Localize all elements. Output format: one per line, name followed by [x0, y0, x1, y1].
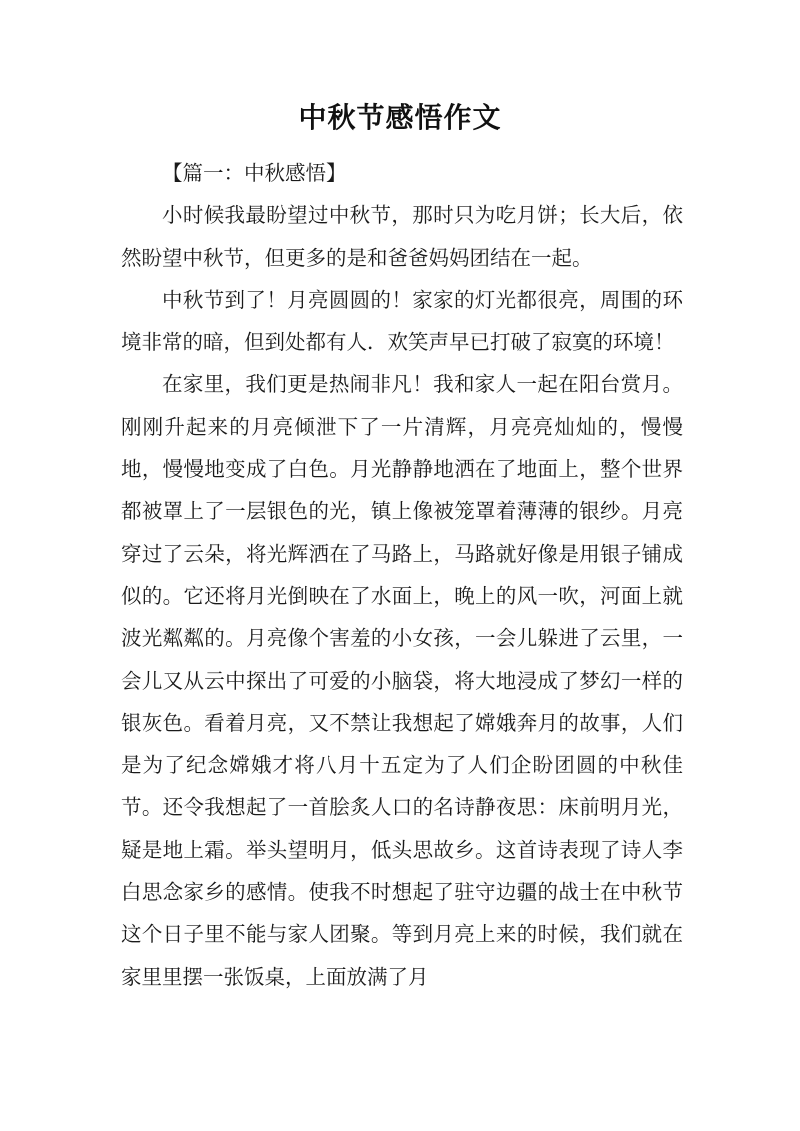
paragraph: 小时候我最盼望过中秋节，那时只为吃月饼；长大后，依然盼望中秋节，但更多的是和爸爸妈妈团结在一起。 [121, 203, 683, 270]
paragraph: 中秋节到了！月亮圆圆的！家家的灯光都很亮，周围的环境非常的暗，但到处都有人．欢笑声早已打破了寂寞的环境！ [121, 287, 683, 355]
document-title: 中秋节感悟作文 [298, 101, 502, 134]
paragraph: 在家里，我们更是热闹非凡！我和家人一起在阳台赏月。刚刚升起来的月亮倾泄下了一片清辉，月亮亮灿灿的，慢慢地，慢慢地变成了白色。月光静静地洒在了地面上，整个世界都被罩上了一层银色的光，镇上像被笼罩着薄薄的银纱。月亮穿过了云朵，将光辉洒在了马路上，马路就好像是用银子铺成似的。它还将月光倒映在了水面上，晚上的风一吹，河面上就波光粼粼的。月亮像个害羞的小女孩，一会儿躲进了云里，一会儿又从云中探出了可爱的小脑袋，将大地浸成了梦幻一样的银灰色。看着月亮，又不禁让我想起了嫦娥奔月的故事，人们是为了纪念嫦娥才将八月十五定为了人们企盼团圆的中秋佳节。还令我想起了一首脍炙人口的名诗静夜思：床前明月光，疑是地上霜。举头望明月，低头思故乡。这首诗表现了诗人李白思念家乡的感情。使我不时想起了驻守边疆的战士在中秋节这个日子里不能与家人团聚。等到月亮上来的时候，我们就在家里里摆一张饭桌，上面放满了月 [121, 372, 683, 989]
document-body [121, 152, 683, 998]
section-heading: 【篇一：中秋感悟】 [162, 161, 347, 185]
